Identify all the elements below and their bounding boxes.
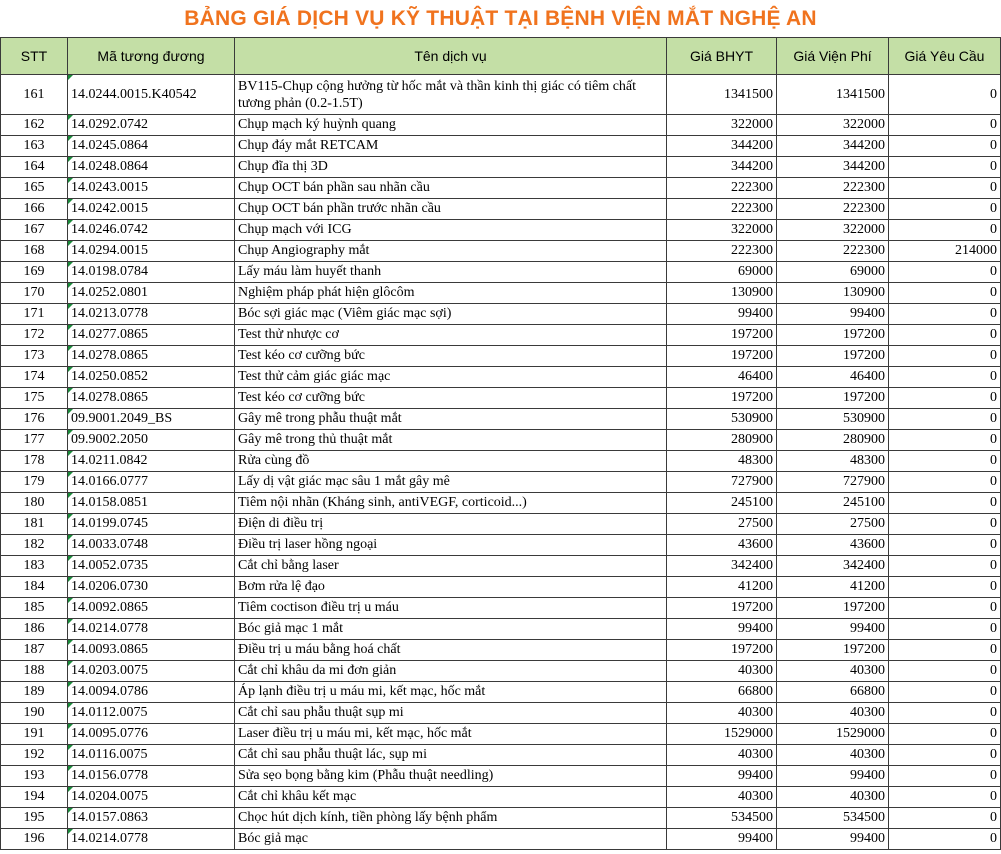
cell-stt: 183	[1, 556, 68, 577]
header-row	[1, 38, 1001, 75]
cell-hospital-price: 245100	[777, 493, 889, 514]
cell-service-name: Bóc giả mạc 1 mắt	[235, 619, 667, 640]
table-row	[1, 682, 1001, 703]
cell-insurance-price: 344200	[667, 136, 777, 157]
cell-hospital-price: 534500	[777, 808, 889, 829]
cell-stt: 162	[1, 115, 68, 136]
cell-code: 14.0092.0865	[68, 598, 235, 619]
cell-hospital-price: 197200	[777, 598, 889, 619]
cell-hospital-price: 222300	[777, 241, 889, 262]
cell-hospital-price: 99400	[777, 619, 889, 640]
cell-service-name: Tiêm coctison điều trị u máu	[235, 598, 667, 619]
cell-code: 14.0248.0864	[68, 157, 235, 178]
cell-code: 14.0252.0801	[68, 283, 235, 304]
cell-service-name: Test kéo cơ cưỡng bức	[235, 388, 667, 409]
cell-hospital-price: 222300	[777, 178, 889, 199]
cell-insurance-price: 1341500	[667, 75, 777, 115]
cell-stt: 189	[1, 682, 68, 703]
table-row	[1, 661, 1001, 682]
cell-service-name: Chụp mạch ký huỳnh quang	[235, 115, 667, 136]
cell-hospital-price: 46400	[777, 367, 889, 388]
cell-request-price: 0	[889, 199, 1001, 220]
cell-hospital-price: 197200	[777, 325, 889, 346]
cell-code: 14.0278.0865	[68, 388, 235, 409]
cell-request-price: 0	[889, 472, 1001, 493]
cell-hospital-price: 99400	[777, 766, 889, 787]
cell-hospital-price: 40300	[777, 787, 889, 808]
cell-code: 14.0203.0075	[68, 661, 235, 682]
table-row	[1, 199, 1001, 220]
cell-request-price: 0	[889, 556, 1001, 577]
cell-stt: 167	[1, 220, 68, 241]
cell-hospital-price: 197200	[777, 388, 889, 409]
cell-request-price: 214000	[889, 241, 1001, 262]
cell-request-price: 0	[889, 787, 1001, 808]
cell-request-price: 0	[889, 262, 1001, 283]
table-row	[1, 409, 1001, 430]
cell-request-price: 0	[889, 619, 1001, 640]
cell-stt: 166	[1, 199, 68, 220]
cell-hospital-price: 197200	[777, 640, 889, 661]
table-row	[1, 388, 1001, 409]
cell-service-name: Sửa sẹo bọng bằng kim (Phẫu thuật needling)	[235, 766, 667, 787]
cell-code: 14.0244.0015.K40542	[68, 75, 235, 115]
table-row	[1, 367, 1001, 388]
cell-stt: 177	[1, 430, 68, 451]
table-row	[1, 115, 1001, 136]
cell-request-price: 0	[889, 346, 1001, 367]
cell-request-price: 0	[889, 703, 1001, 724]
cell-code: 14.0278.0865	[68, 346, 235, 367]
cell-request-price: 0	[889, 766, 1001, 787]
header-insurance-price: Giá BHYT	[667, 38, 777, 75]
cell-request-price: 0	[889, 661, 1001, 682]
cell-stt: 185	[1, 598, 68, 619]
table-row	[1, 283, 1001, 304]
table-row	[1, 241, 1001, 262]
cell-code: 14.0204.0075	[68, 787, 235, 808]
cell-hospital-price: 342400	[777, 556, 889, 577]
cell-code: 14.0245.0864	[68, 136, 235, 157]
cell-insurance-price: 197200	[667, 325, 777, 346]
page-title: BẢNG GIÁ DỊCH VỤ KỸ THUẬT TẠI BỆNH VIỆN MẮT NGHỆ AN	[184, 7, 817, 30]
table-row	[1, 514, 1001, 535]
cell-insurance-price: 322000	[667, 220, 777, 241]
cell-stt: 165	[1, 178, 68, 199]
table-row	[1, 577, 1001, 598]
cell-code: 14.0294.0015	[68, 241, 235, 262]
table-body	[1, 75, 1001, 850]
cell-stt: 181	[1, 514, 68, 535]
cell-stt: 196	[1, 829, 68, 850]
cell-hospital-price: 48300	[777, 451, 889, 472]
cell-stt: 190	[1, 703, 68, 724]
cell-service-name: Lấy máu làm huyết thanh	[235, 262, 667, 283]
cell-insurance-price: 40300	[667, 703, 777, 724]
cell-stt: 161	[1, 75, 68, 115]
cell-insurance-price: 41200	[667, 577, 777, 598]
cell-request-price: 0	[889, 808, 1001, 829]
cell-insurance-price: 222300	[667, 178, 777, 199]
cell-hospital-price: 40300	[777, 703, 889, 724]
cell-insurance-price: 99400	[667, 304, 777, 325]
cell-insurance-price: 197200	[667, 640, 777, 661]
header-request-price: Giá Yêu Cầu	[889, 38, 1001, 75]
cell-insurance-price: 197200	[667, 598, 777, 619]
cell-request-price: 0	[889, 640, 1001, 661]
cell-request-price: 0	[889, 75, 1001, 115]
cell-code: 14.0277.0865	[68, 325, 235, 346]
table-row	[1, 787, 1001, 808]
cell-hospital-price: 130900	[777, 283, 889, 304]
cell-insurance-price: 280900	[667, 430, 777, 451]
table-row	[1, 430, 1001, 451]
cell-code: 14.0112.0075	[68, 703, 235, 724]
cell-service-name: Rửa cùng đồ	[235, 451, 667, 472]
cell-hospital-price: 344200	[777, 157, 889, 178]
cell-code: 14.0156.0778	[68, 766, 235, 787]
table-row	[1, 808, 1001, 829]
table-row	[1, 745, 1001, 766]
cell-service-name: Điện di điều trị	[235, 514, 667, 535]
cell-hospital-price: 99400	[777, 829, 889, 850]
cell-code: 14.0095.0776	[68, 724, 235, 745]
cell-stt: 192	[1, 745, 68, 766]
cell-code: 14.0198.0784	[68, 262, 235, 283]
cell-insurance-price: 99400	[667, 829, 777, 850]
table-row	[1, 724, 1001, 745]
header-service-name: Tên dịch vụ	[235, 38, 667, 75]
cell-code: 14.0243.0015	[68, 178, 235, 199]
cell-code: 14.0250.0852	[68, 367, 235, 388]
cell-hospital-price: 344200	[777, 136, 889, 157]
cell-stt: 179	[1, 472, 68, 493]
cell-hospital-price: 222300	[777, 199, 889, 220]
cell-service-name: Chụp đĩa thị 3D	[235, 157, 667, 178]
cell-insurance-price: 40300	[667, 787, 777, 808]
cell-hospital-price: 530900	[777, 409, 889, 430]
cell-stt: 164	[1, 157, 68, 178]
cell-code: 09.9002.2050	[68, 430, 235, 451]
cell-service-name: Cắt chỉ bằng laser	[235, 556, 667, 577]
cell-service-name: Chụp OCT bán phần trước nhãn cầu	[235, 199, 667, 220]
cell-insurance-price: 99400	[667, 766, 777, 787]
cell-stt: 175	[1, 388, 68, 409]
cell-stt: 182	[1, 535, 68, 556]
cell-stt: 163	[1, 136, 68, 157]
cell-service-name: Gây mê trong thủ thuật mắt	[235, 430, 667, 451]
table-row	[1, 703, 1001, 724]
cell-request-price: 0	[889, 535, 1001, 556]
table-row	[1, 220, 1001, 241]
table-row	[1, 493, 1001, 514]
cell-hospital-price: 27500	[777, 514, 889, 535]
cell-code: 14.0033.0748	[68, 535, 235, 556]
cell-code: 14.0157.0863	[68, 808, 235, 829]
cell-service-name: Điều trị u máu bằng hoá chất	[235, 640, 667, 661]
cell-code: 14.0242.0015	[68, 199, 235, 220]
cell-service-name: Lấy dị vật giác mạc sâu 1 mắt gây mê	[235, 472, 667, 493]
cell-request-price: 0	[889, 430, 1001, 451]
cell-request-price: 0	[889, 178, 1001, 199]
table-row	[1, 157, 1001, 178]
table-row	[1, 304, 1001, 325]
cell-code: 14.0211.0842	[68, 451, 235, 472]
cell-insurance-price: 48300	[667, 451, 777, 472]
cell-code: 14.0093.0865	[68, 640, 235, 661]
cell-stt: 172	[1, 325, 68, 346]
cell-insurance-price: 222300	[667, 241, 777, 262]
cell-service-name: Cắt chỉ khâu da mi đơn giản	[235, 661, 667, 682]
cell-insurance-price: 222300	[667, 199, 777, 220]
cell-service-name: Test kéo cơ cưỡng bức	[235, 346, 667, 367]
cell-service-name: Áp lạnh điều trị u máu mi, kết mạc, hốc mắt	[235, 682, 667, 703]
cell-insurance-price: 40300	[667, 745, 777, 766]
cell-request-price: 0	[889, 304, 1001, 325]
cell-hospital-price: 99400	[777, 304, 889, 325]
cell-hospital-price: 727900	[777, 472, 889, 493]
cell-service-name: Chọc hút dịch kính, tiền phòng lấy bệnh phẩm	[235, 808, 667, 829]
table-row	[1, 535, 1001, 556]
cell-hospital-price: 322000	[777, 220, 889, 241]
cell-insurance-price: 727900	[667, 472, 777, 493]
cell-service-name: Laser điều trị u máu mi, kết mạc, hốc mắt	[235, 724, 667, 745]
table-row	[1, 619, 1001, 640]
cell-request-price: 0	[889, 325, 1001, 346]
cell-hospital-price: 322000	[777, 115, 889, 136]
cell-code: 14.0246.0742	[68, 220, 235, 241]
cell-request-price: 0	[889, 115, 1001, 136]
cell-request-price: 0	[889, 367, 1001, 388]
cell-service-name: Bóc giả mạc	[235, 829, 667, 850]
cell-service-name: Chụp mạch với ICG	[235, 220, 667, 241]
cell-stt: 194	[1, 787, 68, 808]
cell-stt: 184	[1, 577, 68, 598]
cell-request-price: 0	[889, 829, 1001, 850]
cell-stt: 178	[1, 451, 68, 472]
table-row	[1, 262, 1001, 283]
cell-insurance-price: 69000	[667, 262, 777, 283]
table-row	[1, 451, 1001, 472]
cell-code: 14.0116.0075	[68, 745, 235, 766]
cell-request-price: 0	[889, 598, 1001, 619]
table-row	[1, 325, 1001, 346]
cell-stt: 186	[1, 619, 68, 640]
cell-stt: 169	[1, 262, 68, 283]
cell-request-price: 0	[889, 388, 1001, 409]
cell-code: 14.0206.0730	[68, 577, 235, 598]
cell-insurance-price: 245100	[667, 493, 777, 514]
table-row	[1, 598, 1001, 619]
cell-service-name: BV115-Chụp cộng hưởng từ hốc mắt và thần kinh thị giác có tiêm chất tương phản (0.2-1.5T)	[235, 75, 667, 115]
cell-hospital-price: 43600	[777, 535, 889, 556]
cell-code: 14.0213.0778	[68, 304, 235, 325]
cell-request-price: 0	[889, 220, 1001, 241]
cell-insurance-price: 66800	[667, 682, 777, 703]
cell-request-price: 0	[889, 451, 1001, 472]
cell-hospital-price: 40300	[777, 661, 889, 682]
cell-hospital-price: 197200	[777, 346, 889, 367]
table-row	[1, 472, 1001, 493]
cell-service-name: Chụp đáy mắt RETCAM	[235, 136, 667, 157]
cell-request-price: 0	[889, 682, 1001, 703]
cell-request-price: 0	[889, 409, 1001, 430]
cell-code: 14.0214.0778	[68, 619, 235, 640]
cell-hospital-price: 40300	[777, 745, 889, 766]
cell-service-name: Gây mê trong phẫu thuật mắt	[235, 409, 667, 430]
cell-code: 14.0292.0742	[68, 115, 235, 136]
table-row	[1, 178, 1001, 199]
table-row	[1, 136, 1001, 157]
cell-stt: 193	[1, 766, 68, 787]
cell-stt: 171	[1, 304, 68, 325]
cell-hospital-price: 66800	[777, 682, 889, 703]
cell-stt: 174	[1, 367, 68, 388]
cell-hospital-price: 69000	[777, 262, 889, 283]
cell-service-name: Test thử cảm giác giác mạc	[235, 367, 667, 388]
price-table	[0, 37, 1001, 850]
cell-insurance-price: 40300	[667, 661, 777, 682]
cell-stt: 191	[1, 724, 68, 745]
cell-request-price: 0	[889, 493, 1001, 514]
cell-request-price: 0	[889, 745, 1001, 766]
cell-service-name: Điều trị laser hồng ngoại	[235, 535, 667, 556]
table-row	[1, 829, 1001, 850]
cell-service-name: Chụp OCT bán phần sau nhãn cầu	[235, 178, 667, 199]
cell-code: 09.9001.2049_BS	[68, 409, 235, 430]
table-row	[1, 556, 1001, 577]
cell-request-price: 0	[889, 724, 1001, 745]
cell-service-name: Cắt chỉ khâu kết mạc	[235, 787, 667, 808]
cell-insurance-price: 197200	[667, 346, 777, 367]
cell-service-name: Bóc sợi giác mạc (Viêm giác mạc sợi)	[235, 304, 667, 325]
header-hospital-price: Giá Viện Phí	[777, 38, 889, 75]
cell-service-name: Nghiệm pháp phát hiện glôcôm	[235, 283, 667, 304]
cell-insurance-price: 99400	[667, 619, 777, 640]
header-stt: STT	[1, 38, 68, 75]
cell-request-price: 0	[889, 136, 1001, 157]
cell-stt: 195	[1, 808, 68, 829]
cell-stt: 170	[1, 283, 68, 304]
cell-service-name: Bơm rửa lệ đạo	[235, 577, 667, 598]
table-row	[1, 346, 1001, 367]
cell-insurance-price: 197200	[667, 388, 777, 409]
cell-hospital-price: 41200	[777, 577, 889, 598]
cell-insurance-price: 27500	[667, 514, 777, 535]
cell-stt: 168	[1, 241, 68, 262]
cell-insurance-price: 130900	[667, 283, 777, 304]
cell-stt: 180	[1, 493, 68, 514]
cell-stt: 173	[1, 346, 68, 367]
cell-stt: 187	[1, 640, 68, 661]
cell-code: 14.0166.0777	[68, 472, 235, 493]
cell-insurance-price: 1529000	[667, 724, 777, 745]
cell-insurance-price: 43600	[667, 535, 777, 556]
cell-insurance-price: 46400	[667, 367, 777, 388]
cell-code: 14.0158.0851	[68, 493, 235, 514]
table-row	[1, 766, 1001, 787]
cell-request-price: 0	[889, 577, 1001, 598]
cell-service-name: Chụp Angiography mắt	[235, 241, 667, 262]
cell-hospital-price: 280900	[777, 430, 889, 451]
cell-code: 14.0199.0745	[68, 514, 235, 535]
cell-insurance-price: 344200	[667, 157, 777, 178]
cell-request-price: 0	[889, 514, 1001, 535]
cell-request-price: 0	[889, 157, 1001, 178]
table-row	[1, 640, 1001, 661]
cell-insurance-price: 322000	[667, 115, 777, 136]
cell-code: 14.0094.0786	[68, 682, 235, 703]
cell-service-name: Cắt chỉ sau phẫu thuật lác, sụp mi	[235, 745, 667, 766]
cell-insurance-price: 530900	[667, 409, 777, 430]
cell-code: 14.0052.0735	[68, 556, 235, 577]
header-code: Mã tương đương	[68, 38, 235, 75]
cell-hospital-price: 1341500	[777, 75, 889, 115]
cell-code: 14.0214.0778	[68, 829, 235, 850]
cell-request-price: 0	[889, 283, 1001, 304]
cell-stt: 176	[1, 409, 68, 430]
cell-service-name: Tiêm nội nhãn (Kháng sinh, antiVEGF, corticoid...)	[235, 493, 667, 514]
cell-stt: 188	[1, 661, 68, 682]
cell-insurance-price: 342400	[667, 556, 777, 577]
cell-hospital-price: 1529000	[777, 724, 889, 745]
cell-service-name: Test thử nhược cơ	[235, 325, 667, 346]
cell-insurance-price: 534500	[667, 808, 777, 829]
cell-service-name: Cắt chỉ sau phẫu thuật sụp mi	[235, 703, 667, 724]
table-row	[1, 75, 1001, 115]
